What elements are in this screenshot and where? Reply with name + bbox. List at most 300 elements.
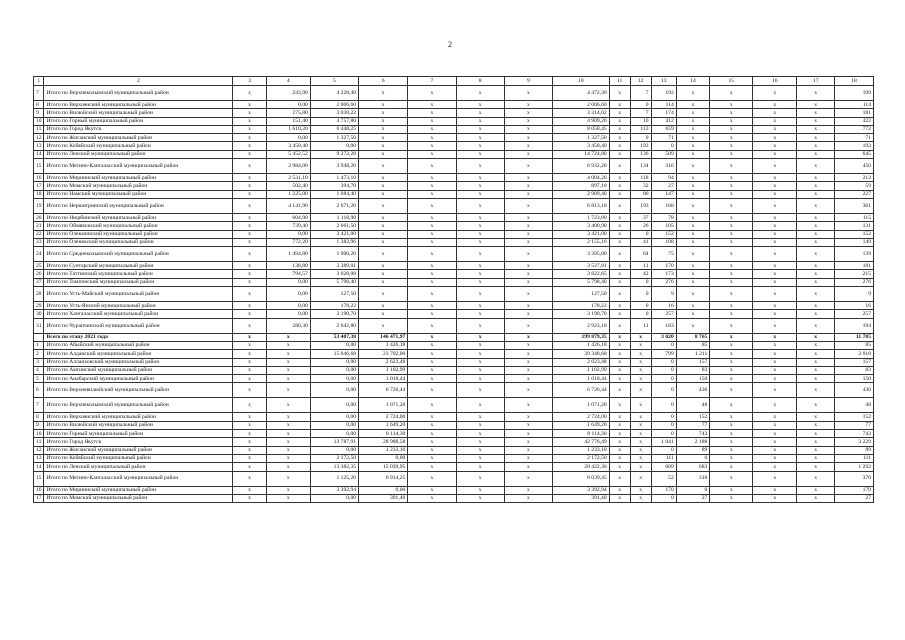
table-cell: х — [504, 383, 552, 398]
table-cell: х — [797, 125, 835, 133]
table-cell: х — [408, 198, 456, 213]
table-cell: 6 813,10 — [553, 198, 610, 213]
row-number: 23 — [34, 238, 44, 246]
table-cell: х — [233, 421, 267, 429]
table-cell: х — [504, 109, 552, 117]
table-cell: 8 765 — [676, 333, 710, 341]
table-cell: х — [797, 174, 835, 182]
table-cell: 772 — [835, 125, 874, 133]
table-cell: х — [233, 198, 267, 213]
table-cell: х — [233, 333, 267, 341]
table-cell: 391,40 — [553, 494, 610, 502]
column-number: 18 — [835, 77, 874, 86]
table-cell: х — [359, 182, 408, 190]
table-cell: 3 458,40 — [266, 142, 310, 150]
table-cell: 2 172,50 — [310, 454, 358, 462]
table-cell: 2 531,10 — [266, 174, 310, 182]
table-cell: х — [797, 213, 835, 221]
table-cell: х — [710, 247, 753, 262]
table-cell: х — [797, 302, 835, 310]
table-cell: х — [456, 117, 504, 125]
row-number: 15 — [34, 159, 44, 174]
table-cell: 15 646,68 — [310, 350, 358, 358]
table-cell: х — [609, 302, 630, 310]
table-cell: 0 — [630, 230, 651, 238]
table-cell: х — [630, 446, 651, 454]
table-cell: 170 — [835, 486, 874, 494]
table-cell: х — [266, 463, 310, 471]
table-cell: х — [233, 238, 267, 246]
table-cell: х — [456, 125, 504, 133]
table-cell: 83 — [676, 366, 710, 374]
row-number: 19 — [34, 198, 44, 213]
table-cell: х — [609, 117, 630, 125]
table-row — [34, 341, 874, 349]
table-cell: х — [630, 398, 651, 413]
table-cell: 27 — [835, 494, 874, 502]
table-cell: х — [710, 117, 753, 125]
table-cell: х — [456, 341, 504, 349]
table-cell: х — [504, 471, 552, 486]
row-number: 13 — [34, 142, 44, 150]
table-cell: х — [408, 117, 456, 125]
table-cell: х — [753, 190, 797, 198]
table-cell: х — [456, 134, 504, 142]
table-cell: 173 — [651, 270, 676, 278]
table-cell: х — [456, 230, 504, 238]
column-number: 6 — [359, 77, 408, 86]
district-name: Итого по Верхоянский муниципальный район — [44, 101, 233, 109]
row-number — [34, 333, 44, 341]
table-row — [34, 182, 874, 190]
table-cell: х — [797, 270, 835, 278]
table-cell: х — [710, 471, 753, 486]
table-cell: 1 684,40 — [310, 190, 358, 198]
table-cell: 391,40 — [359, 494, 408, 502]
table-cell: х — [676, 190, 710, 198]
column-number: 2 — [44, 77, 233, 86]
column-number: 17 — [797, 77, 835, 86]
column-number: 4 — [266, 77, 310, 86]
table-cell: 412 — [651, 117, 676, 125]
table-cell: 131 — [835, 222, 874, 230]
table-cell: х — [676, 270, 710, 278]
table-cell: х — [710, 366, 753, 374]
table-cell: х — [456, 262, 504, 270]
table-cell: х — [753, 125, 797, 133]
table-cell: 85 — [835, 341, 874, 349]
table-cell: 10 — [630, 117, 651, 125]
row-number: 20 — [34, 213, 44, 221]
table-cell: х — [266, 333, 310, 341]
table-cell: 422 — [835, 117, 874, 125]
column-number: 1 — [34, 77, 44, 86]
table-cell: х — [753, 262, 797, 270]
table-cell: 8 114,30 — [359, 430, 408, 438]
table-cell: 0,00 — [266, 310, 310, 318]
table-cell: 1 211 — [676, 350, 710, 358]
table-cell: х — [797, 486, 835, 494]
table-row — [34, 198, 874, 213]
table-cell: 370 — [835, 471, 874, 486]
table-cell: 118 — [630, 174, 651, 182]
table-cell: 2 155,16 — [553, 238, 610, 246]
table-row — [34, 486, 874, 494]
table-cell: х — [797, 494, 835, 502]
district-name: Итого по Жиганский муниципальный район — [44, 134, 233, 142]
table-cell: 28 988,58 — [359, 438, 408, 446]
table-cell: х — [609, 430, 630, 438]
column-number: 3 — [233, 77, 267, 86]
table-cell: х — [408, 421, 456, 429]
page-number: 2 — [448, 40, 452, 49]
table-cell: х — [456, 302, 504, 310]
table-cell: х — [504, 238, 552, 246]
row-number: 21 — [34, 222, 44, 230]
row-number: 28 — [34, 287, 44, 302]
table-cell: 0,00 — [310, 494, 358, 502]
table-cell: х — [797, 198, 835, 213]
row-number: 31 — [34, 318, 44, 333]
district-name: Итого по Амгинский муниципальный район — [44, 366, 233, 374]
table-cell: х — [408, 109, 456, 117]
table-cell: 113 — [630, 125, 651, 133]
table-cell: 739,40 — [266, 222, 310, 230]
table-cell: х — [233, 358, 267, 366]
table-cell: х — [456, 318, 504, 333]
table-row — [34, 222, 874, 230]
table-cell: х — [456, 222, 504, 230]
table-cell: 0,00 — [310, 383, 358, 398]
table-cell: х — [504, 262, 552, 270]
column-number-row — [34, 77, 874, 86]
table-cell: 3 229 — [835, 438, 874, 446]
table-cell: х — [797, 471, 835, 486]
table-cell: х — [753, 134, 797, 142]
table-cell: 151,40 — [266, 117, 310, 125]
table-cell: х — [408, 270, 456, 278]
district-name: Итого по Мирнинский муниципальный район — [44, 174, 233, 182]
table-row — [34, 134, 874, 142]
table-cell: х — [408, 486, 456, 494]
table-cell: х — [408, 341, 456, 349]
table-row — [34, 230, 874, 238]
table-cell: х — [609, 413, 630, 421]
district-name: Итого по Верхнеколымский муниципальный район — [44, 86, 233, 101]
table-cell: х — [456, 247, 504, 262]
table-cell: х — [233, 190, 267, 198]
table-cell: 0 — [651, 366, 676, 374]
table-cell: х — [630, 494, 651, 502]
table-cell: х — [710, 213, 753, 221]
table-cell: х — [609, 190, 630, 198]
table-cell: х — [456, 109, 504, 117]
table-cell: х — [266, 358, 310, 366]
table-cell: х — [408, 463, 456, 471]
table-cell: х — [359, 247, 408, 262]
table-cell: 6 932,20 — [553, 159, 610, 174]
table-cell: 152 — [835, 230, 874, 238]
table-cell: 3 028,08 — [310, 270, 358, 278]
table-cell: х — [266, 471, 310, 486]
table-cell: х — [630, 413, 651, 421]
district-name: Итого по Олекминский муниципальный район — [44, 230, 233, 238]
table-cell: 1 233,10 — [553, 446, 610, 454]
district-name: Итого по Чурапчинский муниципальный район — [44, 318, 233, 333]
table-cell: х — [753, 413, 797, 421]
table-cell: х — [609, 446, 630, 454]
table-cell: х — [408, 230, 456, 238]
table-cell: 83 — [835, 366, 874, 374]
table-cell: 1 723,80 — [553, 213, 610, 221]
table-cell: х — [753, 438, 797, 446]
table-row — [34, 86, 874, 101]
table-cell: 1 494,80 — [266, 247, 310, 262]
district-name: Итого по Вилюйский муниципальный район — [44, 109, 233, 117]
table-cell: 8 058,45 — [553, 125, 610, 133]
table-cell: х — [233, 398, 267, 413]
table-cell: х — [609, 174, 630, 182]
table-cell: 743 — [676, 430, 710, 438]
table-cell: 39 348,68 — [553, 350, 610, 358]
table-cell: х — [456, 238, 504, 246]
table-cell: х — [676, 125, 710, 133]
table-cell: х — [456, 383, 504, 398]
table-cell: х — [797, 438, 835, 446]
table-cell: 77 — [835, 421, 874, 429]
table-cell: 0 — [651, 341, 676, 349]
table-cell: х — [504, 366, 552, 374]
table-cell: х — [408, 333, 456, 341]
table-cell: х — [676, 101, 710, 109]
table-cell: 14 724,80 — [553, 150, 610, 158]
table-cell: х — [359, 86, 408, 101]
row-number: 16 — [34, 174, 44, 182]
table-cell: 15 039,95 — [359, 463, 408, 471]
table-cell: х — [609, 230, 630, 238]
column-number: 14 — [676, 77, 710, 86]
table-cell: 1 649,20 — [359, 421, 408, 429]
table-cell: 257 — [835, 310, 874, 318]
table-cell: х — [676, 222, 710, 230]
table-cell: 0,00 — [266, 230, 310, 238]
table-cell: 276 — [651, 278, 676, 286]
column-number: 9 — [504, 77, 552, 86]
table-row — [34, 310, 874, 318]
table-cell: 4 909,20 — [553, 117, 610, 125]
table-cell: 4 141,90 — [266, 198, 310, 213]
table-cell: 3 020 — [651, 333, 676, 341]
table-cell: 275,80 — [266, 109, 310, 117]
table-cell: х — [753, 398, 797, 413]
table-cell: х — [456, 438, 504, 446]
district-name: Итого по Кобяйский муниципальный район — [44, 454, 233, 462]
table-cell: 5 452,52 — [266, 150, 310, 158]
table-cell: 4 472,30 — [553, 86, 610, 101]
district-name: Итого по Оймяконский муниципальный район — [44, 222, 233, 230]
table-row — [34, 413, 874, 421]
table-cell: х — [797, 350, 835, 358]
table-row — [34, 247, 874, 262]
table-cell: х — [408, 494, 456, 502]
row-number: 14 — [34, 150, 44, 158]
table-cell: х — [753, 310, 797, 318]
table-cell: х — [266, 486, 310, 494]
table-cell: 257 — [651, 310, 676, 318]
table-cell: х — [753, 142, 797, 150]
table-cell: х — [504, 375, 552, 383]
table-cell: х — [456, 86, 504, 101]
table-cell: х — [753, 238, 797, 246]
table-cell: 430 — [676, 383, 710, 398]
table-cell: х — [710, 486, 753, 494]
table-cell: х — [609, 333, 630, 341]
table-cell: х — [797, 446, 835, 454]
table-cell: х — [609, 159, 630, 174]
table-cell: 48 — [676, 398, 710, 413]
table-cell: х — [359, 302, 408, 310]
table-cell: 1 327,50 — [310, 134, 358, 142]
table-cell: 0 — [651, 430, 676, 438]
table-cell: 0 — [630, 134, 651, 142]
table-cell: 8 039,45 — [553, 471, 610, 486]
district-name: Итого по Город Якутск — [44, 125, 233, 133]
table-cell: х — [609, 438, 630, 446]
table-cell: х — [504, 101, 552, 109]
table-cell: 0,00 — [310, 358, 358, 366]
district-name: Всего по этапу 2021 года — [44, 333, 233, 341]
table-cell: 11 — [630, 318, 651, 333]
table-cell: х — [710, 278, 753, 286]
table-cell: х — [408, 190, 456, 198]
district-name: Итого по Момский муниципальный район — [44, 182, 233, 190]
table-cell: х — [676, 117, 710, 125]
table-cell: х — [359, 278, 408, 286]
table-cell: х — [609, 454, 630, 462]
table-cell: 1 382,96 — [310, 238, 358, 246]
table-cell: х — [676, 134, 710, 142]
row-number: 14 — [34, 463, 44, 471]
table-cell: 1 610,20 — [266, 125, 310, 133]
table-cell: х — [359, 262, 408, 270]
table-cell: х — [359, 190, 408, 198]
table-cell: х — [456, 486, 504, 494]
table-cell: 168 — [651, 198, 676, 213]
district-name: Итого по Усть-Майский муниципальный район — [44, 287, 233, 302]
table-cell: х — [504, 463, 552, 471]
table-cell: х — [266, 350, 310, 358]
table-cell: х — [630, 421, 651, 429]
table-cell: х — [408, 318, 456, 333]
table-cell: 89 — [676, 446, 710, 454]
table-cell: х — [753, 287, 797, 302]
table-cell: х — [233, 109, 267, 117]
table-cell: х — [456, 375, 504, 383]
table-cell: х — [408, 287, 456, 302]
table-cell: х — [797, 230, 835, 238]
table-row — [34, 159, 874, 174]
table-cell: х — [456, 310, 504, 318]
table-cell: х — [504, 398, 552, 413]
table-cell: х — [266, 454, 310, 462]
district-name: Итого по Верхоянский муниципальный район — [44, 413, 233, 421]
table-cell: 0 — [651, 383, 676, 398]
table-row — [34, 125, 874, 133]
table-cell: 71 — [651, 134, 676, 142]
district-name: Итого по Ленский муниципальный район — [44, 463, 233, 471]
table-cell: 6 914,25 — [359, 471, 408, 486]
row-number: 12 — [34, 134, 44, 142]
table-cell: х — [676, 262, 710, 270]
table-cell: х — [408, 366, 456, 374]
table-cell: 2 671,20 — [310, 198, 358, 213]
table-cell: х — [609, 421, 630, 429]
table-cell: х — [797, 375, 835, 383]
table-cell: 897,10 — [553, 182, 610, 190]
table-row — [34, 454, 874, 462]
table-cell: х — [609, 494, 630, 502]
table-cell: х — [753, 213, 797, 221]
table-cell: х — [710, 350, 753, 358]
district-name: Итого по Верхневилюйский муниципальный район — [44, 383, 233, 398]
table-cell: 2 984,00 — [266, 159, 310, 174]
table-cell: 139 — [835, 247, 874, 262]
table-cell: х — [504, 213, 552, 221]
table-cell: 1 426,18 — [359, 341, 408, 349]
table-row — [34, 398, 874, 413]
table-cell: х — [710, 287, 753, 302]
column-number: 15 — [710, 77, 753, 86]
district-name: Итого по Верхнеколымский муниципальный район — [44, 398, 233, 413]
table-cell: 0,00 — [310, 398, 358, 413]
table-cell: х — [408, 86, 456, 101]
table-cell: 152 — [651, 230, 676, 238]
table-cell: х — [710, 302, 753, 310]
table-cell: х — [266, 383, 310, 398]
column-number: 16 — [753, 77, 797, 86]
table-cell: 0,00 — [310, 430, 358, 438]
table-cell: х — [233, 350, 267, 358]
table-cell: х — [676, 310, 710, 318]
table-cell: 430 — [835, 383, 874, 398]
table-cell: 150 — [835, 375, 874, 383]
table-cell: х — [676, 287, 710, 302]
district-name: Итого по Оленекский муниципальный район — [44, 238, 233, 246]
table-cell: х — [676, 230, 710, 238]
table-cell: 0 — [676, 454, 710, 462]
table-cell: 178,22 — [553, 302, 610, 310]
table-cell: 3 948,20 — [310, 159, 358, 174]
table-cell: х — [609, 463, 630, 471]
total-row — [34, 333, 874, 341]
table-cell: х — [710, 341, 753, 349]
table-cell: х — [797, 454, 835, 462]
table-cell: х — [359, 109, 408, 117]
table-cell: х — [408, 262, 456, 270]
table-cell: х — [710, 150, 753, 158]
table-cell: х — [710, 270, 753, 278]
table-cell: 2 642,80 — [310, 318, 358, 333]
table-cell: 4 757,80 — [310, 117, 358, 125]
table-row — [34, 150, 874, 158]
table-cell: х — [359, 174, 408, 182]
table-cell: х — [609, 222, 630, 230]
table-cell: х — [233, 446, 267, 454]
row-number: 30 — [34, 310, 44, 318]
table-row — [34, 438, 874, 446]
district-name: Итого по Среднеколымский муниципальный район — [44, 247, 233, 262]
column-number: 13 — [651, 77, 676, 86]
